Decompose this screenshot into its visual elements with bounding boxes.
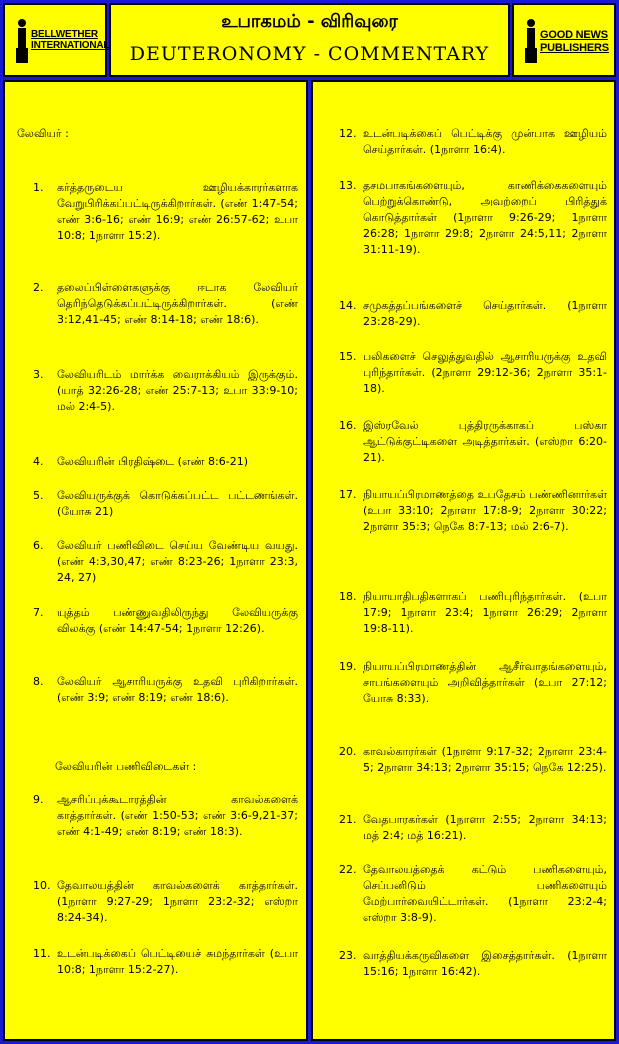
item-number: 1.	[33, 181, 44, 194]
list-item	[339, 178, 607, 258]
list-item	[33, 488, 298, 520]
item-text: தேவாலயத்தைக் கட்டும் பணிகளையும், செப்பனிடும் பணிகளையும் மேற்பார்வையிட்டார்கள். (1நாளா 23:2-4; எஸ்றா 3:8-9).	[363, 863, 607, 924]
list-item	[339, 487, 607, 535]
section-heading-levites: லேவியர் :	[17, 127, 69, 140]
item-number: 14.	[339, 299, 357, 312]
right-logo-line2: PUBLISHERS	[540, 42, 609, 54]
item-text: வாத்தியக்கருவிகளை இசைத்தார்கள். (1நாளா 15:16; 1நாளா 16:42).	[363, 949, 607, 978]
list-item	[339, 126, 607, 158]
item-text: காவல்காரர்கள் (1நாளா 9:17-32; 2நாளா 23:4-5; 2நாளா 34:13; 2நாளா 35:15; நெகே 12:25).	[363, 745, 607, 774]
item-text: லேவியருக்குக் கொடுக்கப்பட்ட பட்டணங்கள். (யோசு 21)	[57, 489, 298, 518]
good-news-figure-icon	[522, 17, 540, 63]
item-number: 7.	[33, 606, 44, 619]
list-item	[33, 280, 298, 328]
list-item	[339, 418, 607, 466]
list-item	[339, 744, 607, 776]
item-number: 6.	[33, 539, 44, 552]
item-text: தேவாலயத்தின் காவல்களைக் காத்தார்கள். (1நாளா 9:27-29; 1நாளா 23:2-32; எஸ்றா 8:24-34).	[57, 879, 298, 924]
list-item	[33, 454, 298, 470]
list-item	[33, 605, 298, 637]
item-text: லேவியரின் பிரதிஷ்டை (எண் 8:6-21)	[57, 455, 248, 468]
item-text: பலிகளைச் செலுத்துவதில் ஆசாரியருக்கு உதவி புரிந்தார்கள். (2நாளா 29:12-36; 2நாளா 35:1-18).	[363, 350, 607, 395]
left-logo-line1: BELLWETHER	[31, 29, 98, 40]
title-tamil: உபாகமம் - விரிவுரை	[221, 11, 398, 32]
item-number: 18.	[339, 590, 357, 603]
item-number: 9.	[33, 793, 44, 806]
list-item	[33, 538, 298, 586]
title-box	[109, 3, 510, 77]
list-item	[339, 812, 607, 844]
item-text: வேதபாரகர்கள் (1நாளா 2:55; 2நாளா 34:13; மத் 2:4; மத் 16:21).	[363, 813, 607, 842]
left-logo-line2: INTERNATIONAL	[31, 40, 110, 51]
item-number: 22.	[339, 863, 357, 876]
item-number: 17.	[339, 488, 357, 501]
list-item	[33, 878, 298, 926]
item-text: நியாயப்பிரமாணத்தை உபதேசம் பண்ணினார்கள் (உபா 33:10; 2நாளா 17:8-9; 2நாளா 30:22; 2நாளா 35:3; நெகே 8:7-13; மல் 2:6-7).	[363, 488, 607, 533]
list-item	[33, 674, 298, 706]
list-item	[33, 180, 298, 244]
right-logo-line1: GOOD NEWS	[540, 29, 608, 41]
item-number: 21.	[339, 813, 357, 826]
item-number: 13.	[339, 179, 357, 192]
item-number: 19.	[339, 660, 357, 673]
item-number: 5.	[33, 489, 44, 502]
list-item	[33, 792, 298, 840]
item-number: 16.	[339, 419, 357, 432]
item-number: 3.	[33, 368, 44, 381]
bellwether-figure-icon	[13, 17, 31, 63]
item-number: 12.	[339, 127, 357, 140]
bellwether-logo-box	[3, 3, 110, 77]
item-text: தலைப்பிள்ளைகளுக்கு ஈடாக லேவியர் தெரிந்தெடுக்கப்பட்டிருக்கிறார்கள். (எண் 3:12,41-45; எண் 8:14-18; எண் 18:6).	[57, 281, 298, 326]
item-number: 23.	[339, 949, 357, 962]
item-text: கர்த்தருடைய ஊழியக்காரர்களாக வேறுபிரிக்கப்பட்டிருக்கிறார்கள். (எண் 1:47-54; எண் 3:6-16; எண் 16:9; எண் 26:57-62; உபா 10:8; 1நாளா 15:2).	[57, 181, 298, 242]
item-text: யுத்தம் பண்ணுவதிலிருந்து லேவியருக்கு விலக்கு (எண் 14:47-54; 1நாளா 12:26).	[57, 606, 298, 635]
list-item	[339, 298, 607, 330]
item-text: நியாயாதிபதிகளாகப் பணிபுரிந்தார்கள். (உபா 17:9; 1நாளா 23:4; 1நாளா 26:29; 2நாளா 19:8-11).	[363, 590, 607, 635]
item-text: சமுகத்தப்பங்களைச் செய்தார்கள். (1நாளா 23:28-29).	[363, 299, 607, 328]
item-text: ஆசரிப்புக்கூடாரத்தின் காவல்களைக் காத்தார்கள். (எண் 1:50-53; எண் 3:6-9,21-37; எண் 4:1-49; எண் 8:19; எண் 18:3).	[57, 793, 298, 838]
left-column	[3, 80, 308, 1041]
section-heading-duties: லேவியரின் பணிவிடைகள் :	[55, 760, 197, 773]
good-news-logo-box	[512, 3, 616, 77]
list-item	[33, 367, 298, 415]
item-number: 20.	[339, 745, 357, 758]
title-english: DEUTERONOMY - COMMENTARY	[129, 43, 490, 65]
item-text: லேவியர் ஆசாரியருக்கு உதவி புரிகிறார்கள். (எண் 3:9; எண் 8:19; எண் 18:6).	[57, 675, 298, 704]
list-item	[339, 659, 607, 707]
list-item	[33, 946, 298, 978]
item-text: நியாயப்பிரமாணத்தின் ஆசீர்வாதங்களையும், சாபங்களையும் அறிவித்தார்கள் (உபா 27:12; யோசு 8:33).	[363, 660, 607, 705]
item-text: இஸ்ரவேல் புத்திரருக்காகப் பஸ்கா ஆட்டுக்குட்டிகளை அடித்தார்கள். (எஸ்றா 6:20-21).	[363, 419, 607, 464]
item-text: உடன்படிக்கைப் பெட்டிக்கு முன்பாக ஊழியம் செய்தார்கள். (1நாளா 16:4).	[363, 127, 607, 156]
list-item	[339, 948, 607, 980]
item-text: லேவியரிடம் மார்க்க வைராக்கியம் இருக்கும். (யாத் 32:26-28; எண் 25:7-13; உபா 33:9-10; மல் 2:4-5).	[57, 368, 298, 413]
item-number: 10.	[33, 879, 51, 892]
item-text: லேவியர் பணிவிடை செய்ய வேண்டிய வயது. (எண் 4:3,30,47; எண் 8:23-26; 1நாளா 23:3, 24, 27)	[57, 539, 298, 584]
item-number: 15.	[339, 350, 357, 363]
item-number: 11.	[33, 947, 51, 960]
list-item	[339, 862, 607, 926]
item-number: 4.	[33, 455, 44, 468]
right-column	[311, 80, 616, 1041]
list-item	[339, 349, 607, 397]
item-number: 2.	[33, 281, 44, 294]
list-item	[339, 589, 607, 637]
item-number: 8.	[33, 675, 44, 688]
item-text: உடன்படிக்கைப் பெட்டியைச் சுமந்தார்கள் (உபா 10:8; 1நாளா 15:2-27).	[57, 947, 298, 976]
item-text: தசமபாகங்களையும், காணிக்கைகளையும் பெற்றுக்கொண்டு, அவற்றைப் பிரித்துக் கொடுத்தார்கள் (1நாளா 9:26-29; 1நாளா 26:28; 1நாளா 29:8; 2நாளா 24:5,11; 2நாளா 31:11-19).	[363, 179, 607, 256]
